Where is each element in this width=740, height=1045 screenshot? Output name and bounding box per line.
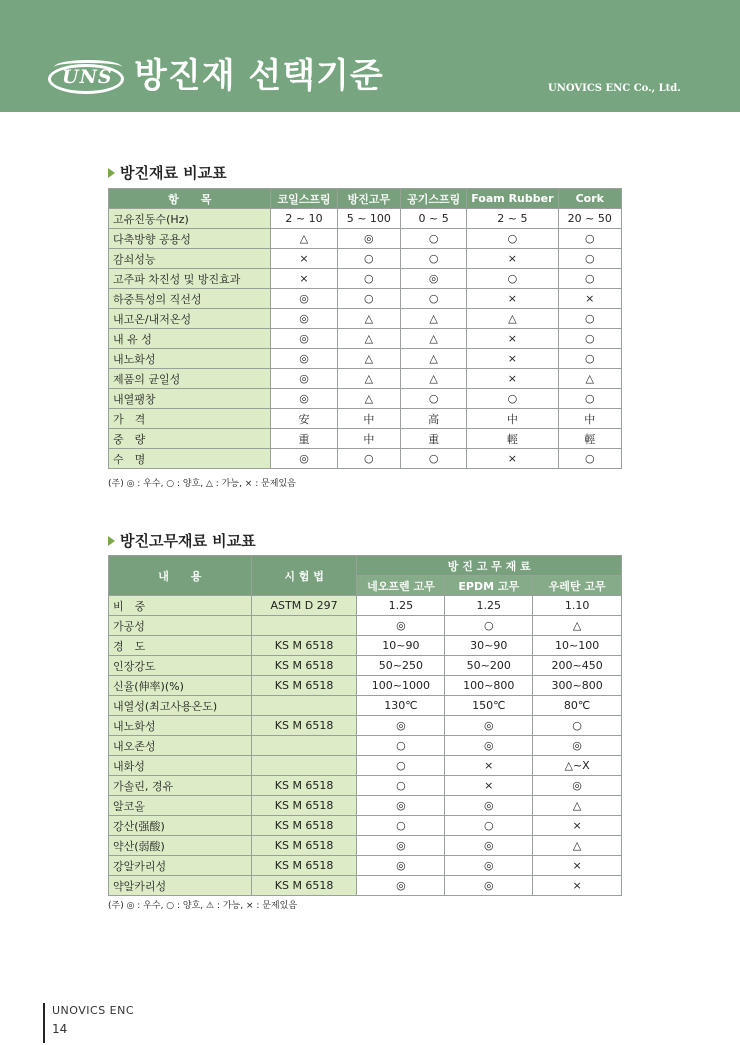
section1-title xyxy=(108,162,227,183)
row-label: 내노화성 xyxy=(109,716,252,736)
section2-title-text: 방진고무재료 비교표 xyxy=(120,532,256,550)
table-cell: ○ xyxy=(558,249,621,269)
row-label: 내고온/내저온성 xyxy=(109,309,271,329)
row-label: 강알카리성 xyxy=(109,856,252,876)
table-cell: × xyxy=(445,776,533,796)
table-cell: ○ xyxy=(558,389,621,409)
table-cell: ○ xyxy=(533,716,622,736)
table-cell: 中 xyxy=(337,409,400,429)
table-cell xyxy=(251,616,357,636)
table-cell: ○ xyxy=(558,229,621,249)
table-row xyxy=(109,269,622,289)
table-row xyxy=(109,836,622,856)
table-cell: △ xyxy=(337,309,400,329)
table-cell: 重 xyxy=(401,429,467,449)
table-cell: ○ xyxy=(337,449,400,469)
table-cell: × xyxy=(467,449,558,469)
footer-divider xyxy=(43,1003,45,1043)
table-cell: ○ xyxy=(467,229,558,249)
row-label: 인장강도 xyxy=(109,656,252,676)
table-cell: ◎ xyxy=(271,309,337,329)
table-cell: × xyxy=(467,349,558,369)
col-header: 시 험 법 xyxy=(251,556,357,596)
table-cell xyxy=(251,696,357,716)
table-cell: ○ xyxy=(401,229,467,249)
row-label: 하중특성의 직선성 xyxy=(109,289,271,309)
bullet-icon xyxy=(108,168,115,178)
table-cell: △ xyxy=(533,836,622,856)
row-label: 수 명 xyxy=(109,449,271,469)
table-cell: ○ xyxy=(337,289,400,309)
table-cell: ◎ xyxy=(445,736,533,756)
table-cell: × xyxy=(533,856,622,876)
table-cell: ○ xyxy=(558,349,621,369)
table-row xyxy=(109,876,622,896)
table-cell: 中 xyxy=(467,409,558,429)
table-cell: ◎ xyxy=(445,856,533,876)
table-cell: ◎ xyxy=(357,796,445,816)
page-number: 14 xyxy=(52,1022,68,1036)
rubber-comparison-table xyxy=(108,555,622,896)
table-row xyxy=(109,349,622,369)
col-header: 항 목 xyxy=(109,189,271,209)
col-header: 방진고무 xyxy=(337,189,400,209)
table-cell: 輕 xyxy=(467,429,558,449)
material-comparison-table xyxy=(108,188,622,469)
table-cell: 300~800 xyxy=(533,676,622,696)
table-row xyxy=(109,429,622,449)
table-cell: 0 ~ 5 xyxy=(401,209,467,229)
table-cell: KS M 6518 xyxy=(251,796,357,816)
table-row xyxy=(109,249,622,269)
table-cell: ○ xyxy=(558,269,621,289)
table-cell: KS M 6518 xyxy=(251,876,357,896)
table-cell: × xyxy=(467,329,558,349)
table-cell: ○ xyxy=(357,736,445,756)
table-row xyxy=(109,636,622,656)
table-cell: 輕 xyxy=(558,429,621,449)
table-cell: 150℃ xyxy=(445,696,533,716)
table-row xyxy=(109,696,622,716)
table-cell: ○ xyxy=(401,449,467,469)
table-cell: 1.25 xyxy=(357,596,445,616)
table-cell: △ xyxy=(337,349,400,369)
table-cell: ○ xyxy=(357,776,445,796)
row-label: 경 도 xyxy=(109,636,252,656)
row-label: 신율(伸率)(%) xyxy=(109,676,252,696)
table-cell: ○ xyxy=(558,309,621,329)
table-row xyxy=(109,209,622,229)
table-cell: △ xyxy=(401,349,467,369)
table-cell: × xyxy=(271,249,337,269)
table-row xyxy=(109,409,622,429)
table-cell: 高 xyxy=(401,409,467,429)
col-header: 코일스프링 xyxy=(271,189,337,209)
footer-brand: UNOVICS ENC xyxy=(52,1004,135,1017)
table-cell: × xyxy=(467,369,558,389)
sub-col-header: 네오프렌 고무 xyxy=(357,576,445,596)
table-cell: ASTM D 297 xyxy=(251,596,357,616)
table-cell: × xyxy=(467,289,558,309)
table-cell: × xyxy=(558,289,621,309)
table-cell: KS M 6518 xyxy=(251,776,357,796)
table-cell: ◎ xyxy=(357,716,445,736)
table-cell: 10~100 xyxy=(533,636,622,656)
group-header: 방 진 고 무 재 료 xyxy=(357,556,622,576)
row-label: 내열팽창 xyxy=(109,389,271,409)
uns-logo xyxy=(48,58,128,100)
table-cell: 安 xyxy=(271,409,337,429)
table-row xyxy=(109,676,622,696)
table-cell: ◎ xyxy=(445,796,533,816)
table-cell: ◎ xyxy=(533,776,622,796)
table-cell: ◎ xyxy=(271,449,337,469)
row-label: 내열성(최고사용온도) xyxy=(109,696,252,716)
table-cell: ◎ xyxy=(271,349,337,369)
row-label: 가솔린, 경유 xyxy=(109,776,252,796)
table-cell: 80℃ xyxy=(533,696,622,716)
table-row xyxy=(109,856,622,876)
table-cell: △ xyxy=(533,796,622,816)
table-cell: ○ xyxy=(445,616,533,636)
table-cell: 2 ~ 10 xyxy=(271,209,337,229)
table-cell: ○ xyxy=(401,289,467,309)
row-label: 내 유 성 xyxy=(109,329,271,349)
row-label: 가공성 xyxy=(109,616,252,636)
table-cell: KS M 6518 xyxy=(251,636,357,656)
table-cell: KS M 6518 xyxy=(251,656,357,676)
table-cell: × xyxy=(467,249,558,269)
table-cell: 1.10 xyxy=(533,596,622,616)
table-row xyxy=(109,596,622,616)
row-label: 제품의 균일성 xyxy=(109,369,271,389)
page-title: 방진재 선택기준 xyxy=(134,56,384,96)
row-label: 약알카리성 xyxy=(109,876,252,896)
table-cell: △ xyxy=(467,309,558,329)
row-label: 알코올 xyxy=(109,796,252,816)
table-cell: △ xyxy=(401,369,467,389)
section1-note: (주) ◎ : 우수, ○ : 양호, △ : 가능, × : 문제있음 xyxy=(108,479,296,489)
table-cell: ◎ xyxy=(357,876,445,896)
table-cell xyxy=(251,756,357,776)
table-row xyxy=(109,776,622,796)
table-cell: × xyxy=(533,876,622,896)
row-label: 강산(强酸) xyxy=(109,816,252,836)
table-cell: ○ xyxy=(357,816,445,836)
table-row xyxy=(109,389,622,409)
col-header: 공기스프링 xyxy=(401,189,467,209)
table-row xyxy=(109,796,622,816)
table-row xyxy=(109,616,622,636)
row-label: 내오존성 xyxy=(109,736,252,756)
table-cell: ◎ xyxy=(401,269,467,289)
table-cell: △ xyxy=(337,389,400,409)
table-row xyxy=(109,756,622,776)
table-cell: ◎ xyxy=(445,836,533,856)
table-cell: △ xyxy=(558,369,621,389)
table-cell: △ xyxy=(401,329,467,349)
table-cell: △~X xyxy=(533,756,622,776)
row-label: 중 량 xyxy=(109,429,271,449)
table-cell: KS M 6518 xyxy=(251,836,357,856)
table-cell: × xyxy=(271,269,337,289)
table-row xyxy=(109,736,622,756)
table-cell: × xyxy=(445,756,533,776)
section2-note: (주) ◎ : 우수, ○ : 양호, ⚠ : 가능, × : 문제있음 xyxy=(108,901,298,911)
row-label: 내화성 xyxy=(109,756,252,776)
table-cell: ◎ xyxy=(445,716,533,736)
table-cell: 1.25 xyxy=(445,596,533,616)
table-cell: △ xyxy=(533,616,622,636)
table-cell: 5 ~ 100 xyxy=(337,209,400,229)
col-header: Foam Rubber xyxy=(467,189,558,209)
table-header-row xyxy=(109,556,622,576)
table-cell: 中 xyxy=(558,409,621,429)
table-cell: KS M 6518 xyxy=(251,856,357,876)
table-cell: ○ xyxy=(401,249,467,269)
col-header: Cork xyxy=(558,189,621,209)
table-row xyxy=(109,716,622,736)
table-cell: ○ xyxy=(337,269,400,289)
table-row xyxy=(109,229,622,249)
table-cell: ○ xyxy=(467,389,558,409)
table-cell: 10~90 xyxy=(357,636,445,656)
section1-title-text: 방진재료 비교표 xyxy=(120,164,227,182)
table-cell: ○ xyxy=(337,249,400,269)
row-label: 감쇠성능 xyxy=(109,249,271,269)
section2-title xyxy=(108,530,256,551)
table-cell: 130℃ xyxy=(357,696,445,716)
table-cell xyxy=(251,736,357,756)
table-cell: KS M 6518 xyxy=(251,676,357,696)
table-row xyxy=(109,369,622,389)
table-cell: 50~250 xyxy=(357,656,445,676)
logo-text: UNS xyxy=(62,66,113,88)
table-row xyxy=(109,656,622,676)
col-header: 내 용 xyxy=(109,556,252,596)
table-cell: ◎ xyxy=(357,856,445,876)
table-cell: 50~200 xyxy=(445,656,533,676)
row-label: 다축방향 공용성 xyxy=(109,229,271,249)
table-cell: ◎ xyxy=(271,289,337,309)
table-row xyxy=(109,816,622,836)
table-cell: ◎ xyxy=(337,229,400,249)
table-cell: ◎ xyxy=(357,616,445,636)
table-cell: △ xyxy=(271,229,337,249)
table-cell: ○ xyxy=(401,389,467,409)
sub-col-header: EPDM 고무 xyxy=(445,576,533,596)
sub-col-header: 우레탄 고무 xyxy=(533,576,622,596)
table-row xyxy=(109,309,622,329)
table-cell: 30~90 xyxy=(445,636,533,656)
row-label: 고주파 차진성 및 방진효과 xyxy=(109,269,271,289)
bullet-icon xyxy=(108,536,115,546)
table-cell: 2 ~ 5 xyxy=(467,209,558,229)
table-cell: △ xyxy=(337,369,400,389)
table-cell: 200~450 xyxy=(533,656,622,676)
table-cell: △ xyxy=(337,329,400,349)
table-cell: KS M 6518 xyxy=(251,716,357,736)
table-cell: ◎ xyxy=(271,329,337,349)
row-label: 내노화성 xyxy=(109,349,271,369)
table-cell: ◎ xyxy=(533,736,622,756)
table-row xyxy=(109,289,622,309)
header-band xyxy=(0,0,740,112)
company-name: UNOVICS ENC Co., Ltd. xyxy=(548,83,681,94)
table-cell: ◎ xyxy=(271,389,337,409)
table-cell: ○ xyxy=(445,816,533,836)
table-cell: 100~1000 xyxy=(357,676,445,696)
table-cell: KS M 6518 xyxy=(251,816,357,836)
row-label: 비 중 xyxy=(109,596,252,616)
row-label: 가 격 xyxy=(109,409,271,429)
table-cell: 100~800 xyxy=(445,676,533,696)
table-header-row xyxy=(109,189,622,209)
table-cell: ◎ xyxy=(271,369,337,389)
row-label: 약산(弱酸) xyxy=(109,836,252,856)
table-cell: ◎ xyxy=(357,836,445,856)
table-row xyxy=(109,449,622,469)
table-cell: ○ xyxy=(558,329,621,349)
table-cell: 重 xyxy=(271,429,337,449)
row-label: 고유진동수(Hz) xyxy=(109,209,271,229)
table-row xyxy=(109,329,622,349)
table-cell: ◎ xyxy=(445,876,533,896)
table-cell: ○ xyxy=(558,449,621,469)
table-cell: × xyxy=(533,816,622,836)
table-cell: 中 xyxy=(337,429,400,449)
table-cell: △ xyxy=(401,309,467,329)
table-cell: 20 ~ 50 xyxy=(558,209,621,229)
table-cell: ○ xyxy=(357,756,445,776)
table-cell: ○ xyxy=(467,269,558,289)
